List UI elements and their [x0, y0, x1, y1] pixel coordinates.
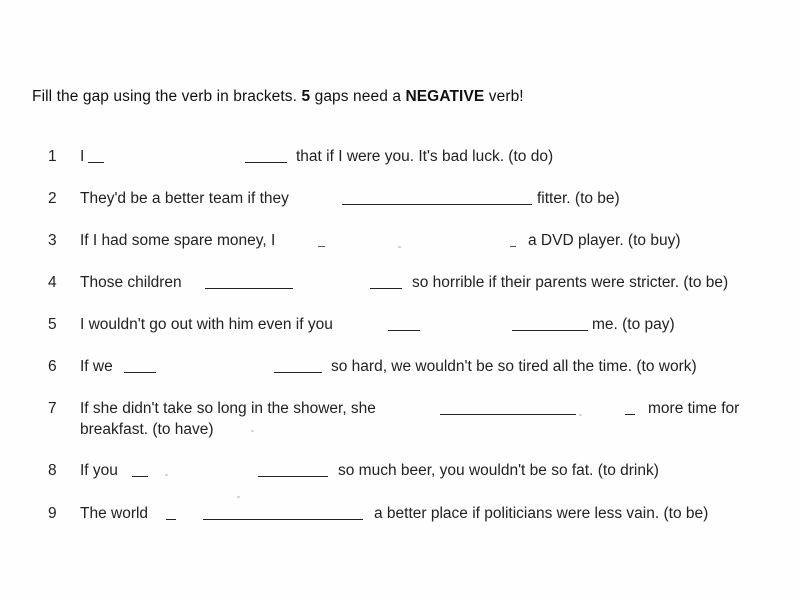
scan-speck [165, 474, 168, 476]
item-text-before: The world [80, 505, 149, 522]
item-number: 8 [48, 462, 57, 479]
answer-gap[interactable] [205, 288, 293, 289]
item-number: 9 [48, 505, 57, 522]
item-number: 7 [48, 400, 57, 417]
item-text-before: Those children [80, 274, 182, 291]
instructions-count: 5 [301, 88, 311, 105]
instructions-text-1: Fill the gap using the verb in brackets. [32, 88, 302, 105]
item-number: 4 [48, 274, 57, 291]
item-text-after: a better place if politicians were less vain. (to be) [374, 505, 709, 522]
answer-gap[interactable] [203, 519, 363, 520]
answer-gap[interactable] [132, 476, 148, 477]
answer-gap[interactable] [124, 372, 156, 373]
answer-gap[interactable] [88, 162, 104, 163]
answer-gap[interactable] [370, 288, 402, 289]
item-text-after: me. (to pay) [592, 316, 675, 333]
item-text-after: a DVD player. (to buy) [528, 232, 681, 249]
item-text-before: They'd be a better team if they [80, 190, 289, 207]
item-text-after: more time for [648, 400, 740, 417]
item-text-after: that if I were you. It's bad luck. (to do) [296, 148, 554, 165]
answer-gap[interactable] [166, 519, 176, 520]
item-text-before: If we [80, 358, 113, 375]
answer-gap[interactable] [388, 330, 420, 331]
item-number: 6 [48, 358, 57, 375]
answer-gap[interactable] [274, 372, 322, 373]
answer-gap[interactable] [440, 414, 576, 415]
answer-gap[interactable] [258, 476, 328, 477]
item-text-before: If you [80, 462, 118, 479]
instructions-emphasis: NEGATIVE [405, 88, 485, 105]
item-number: 2 [48, 190, 57, 207]
item-text-after: so much beer, you wouldn't be so fat. (to drink) [338, 462, 659, 479]
answer-gap[interactable] [510, 246, 516, 247]
item-text-before: I [80, 148, 85, 165]
answer-gap[interactable] [625, 414, 635, 415]
exercise-item-7-continuation: breakfast. (to have) [80, 421, 214, 438]
item-number: 1 [48, 148, 57, 165]
instructions-text-3: verb! [484, 88, 524, 105]
answer-gap[interactable] [512, 330, 588, 331]
item-text-after: so horrible if their parents were stricter. (to be) [412, 274, 729, 291]
instructions-text-2: gaps need a [310, 88, 406, 105]
item-text-before: If she didn't take so long in the shower, she [80, 400, 376, 417]
answer-gap[interactable] [318, 246, 325, 247]
item-text-before: If I had some spare money, I [80, 232, 276, 249]
item-text-after: so hard, we wouldn't be so tired all the time. (to work) [331, 358, 697, 375]
item-number: 5 [48, 316, 57, 333]
instructions [32, 88, 524, 106]
answer-gap[interactable] [342, 204, 532, 205]
item-text-after: fitter. (to be) [537, 190, 620, 207]
scan-speck [579, 414, 582, 416]
scan-speck [398, 246, 401, 248]
scan-speck [237, 496, 240, 498]
answer-gap[interactable] [245, 162, 287, 163]
item-number: 3 [48, 232, 57, 249]
item-text-before: I wouldn't go out with him even if you [80, 316, 333, 333]
scan-speck [251, 430, 254, 432]
